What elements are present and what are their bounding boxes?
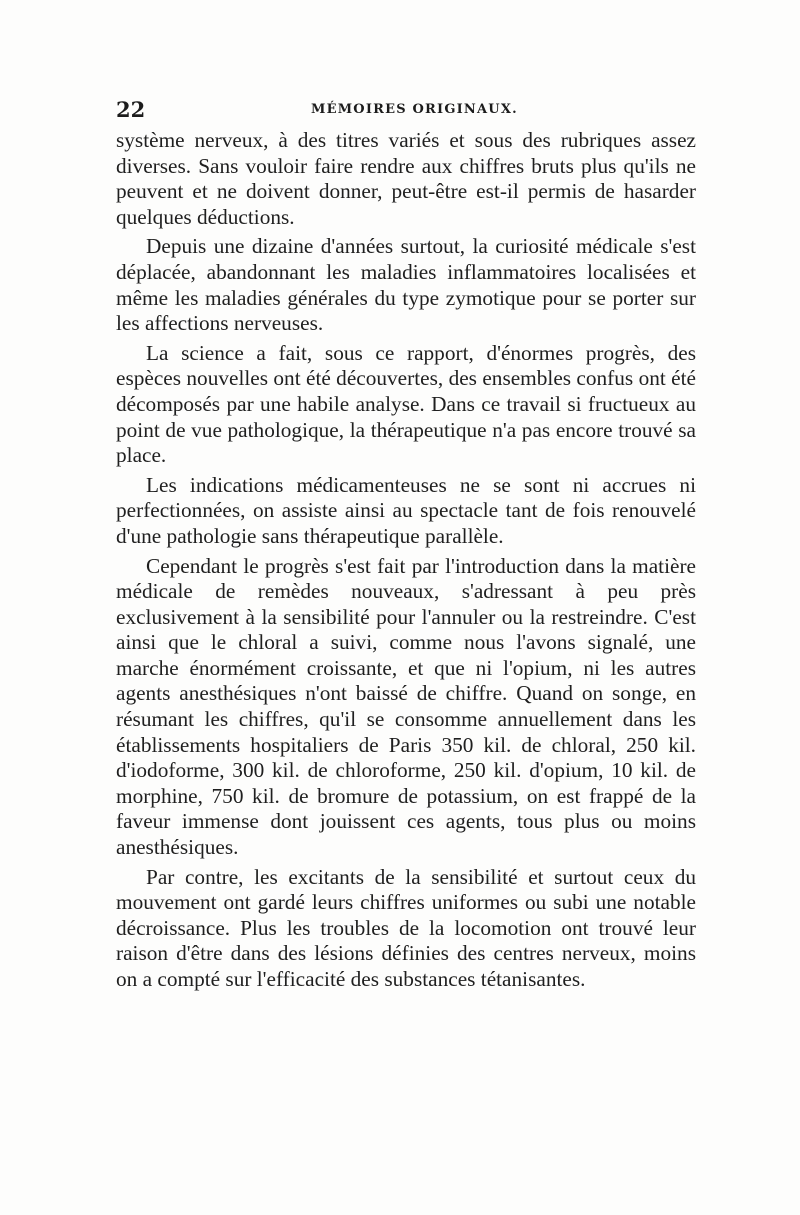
running-title: MÉMOIRES ORIGINAUX. [311,102,518,117]
running-head [116,97,696,123]
paragraph: Cependant le progrès s'est fait par l'introduction dans la matière médicale de remèdes nouveaux, s'adressant à peu près exclusivement à la sensibilité pour l'annuler ou la restreindre. C'est ainsi que le chloral a suivi, comme nous l'avons signalé, une marche énormément croissante, et que ni l'opium, ni les autres agents anesthésiques n'ont baissé de chiffre. Quand on songe, en résumant les chiffres, qu'il se consomme annuellement dans les établissements hospitaliers de Paris 350 kil. de chloral, 250 kil. d'iodoforme, 300 kil. de chloroforme, 250 kil. d'opium, 10 kil. de morphine, 750 kil. de bromure de potassium, on est frappé de la faveur immense dont jouissent ces agents, tous plus ou moins anesthésiques. [116,553,696,860]
paragraph-continuation: système nerveux, à des titres variés et sous des rubriques assez diverses. Sans vouloir faire rendre aux chiffres bruts plus qu'ils ne peuvent et ne doivent donner, peut-être est-il permis de hasarder quelques déductions. [116,128,696,229]
paragraph: Depuis une dizaine d'années surtout, la curiosité médicale s'est déplacée, abandonnant les maladies inflammatoires localisées et même les maladies générales du type zymotique pour se porter sur les affections nerveuses. [116,234,696,336]
paragraph: La science a fait, sous ce rapport, d'énormes progrès, des espèces nouvelles ont été découvertes, des ensembles confus ont été décomposés par une habile analyse. Dans ce travail si fructueux au point de vue pathologique, la thérapeutique n'a pas encore trouvé sa place. [116,340,696,468]
page-number: 22 [116,97,146,122]
paragraph: Les indications médicamenteuses ne se sont ni accrues ni perfectionnées, on assiste ainsi au spectacle tant de fois renouvelé d'une pathologie sans thérapeutique parallèle. [116,472,696,548]
body-text [116,128,696,997]
paragraph: Par contre, les excitants de la sensibilité et surtout ceux du mouvement ont gardé leurs chiffres uniformes ou subi une notable décroissance. Plus les troubles de la locomotion ont trouvé leur raison d'être dans des lésions définies des centres nerveux, moins on a compté sur l'efficacité des substances tétanisantes. [116,864,696,991]
